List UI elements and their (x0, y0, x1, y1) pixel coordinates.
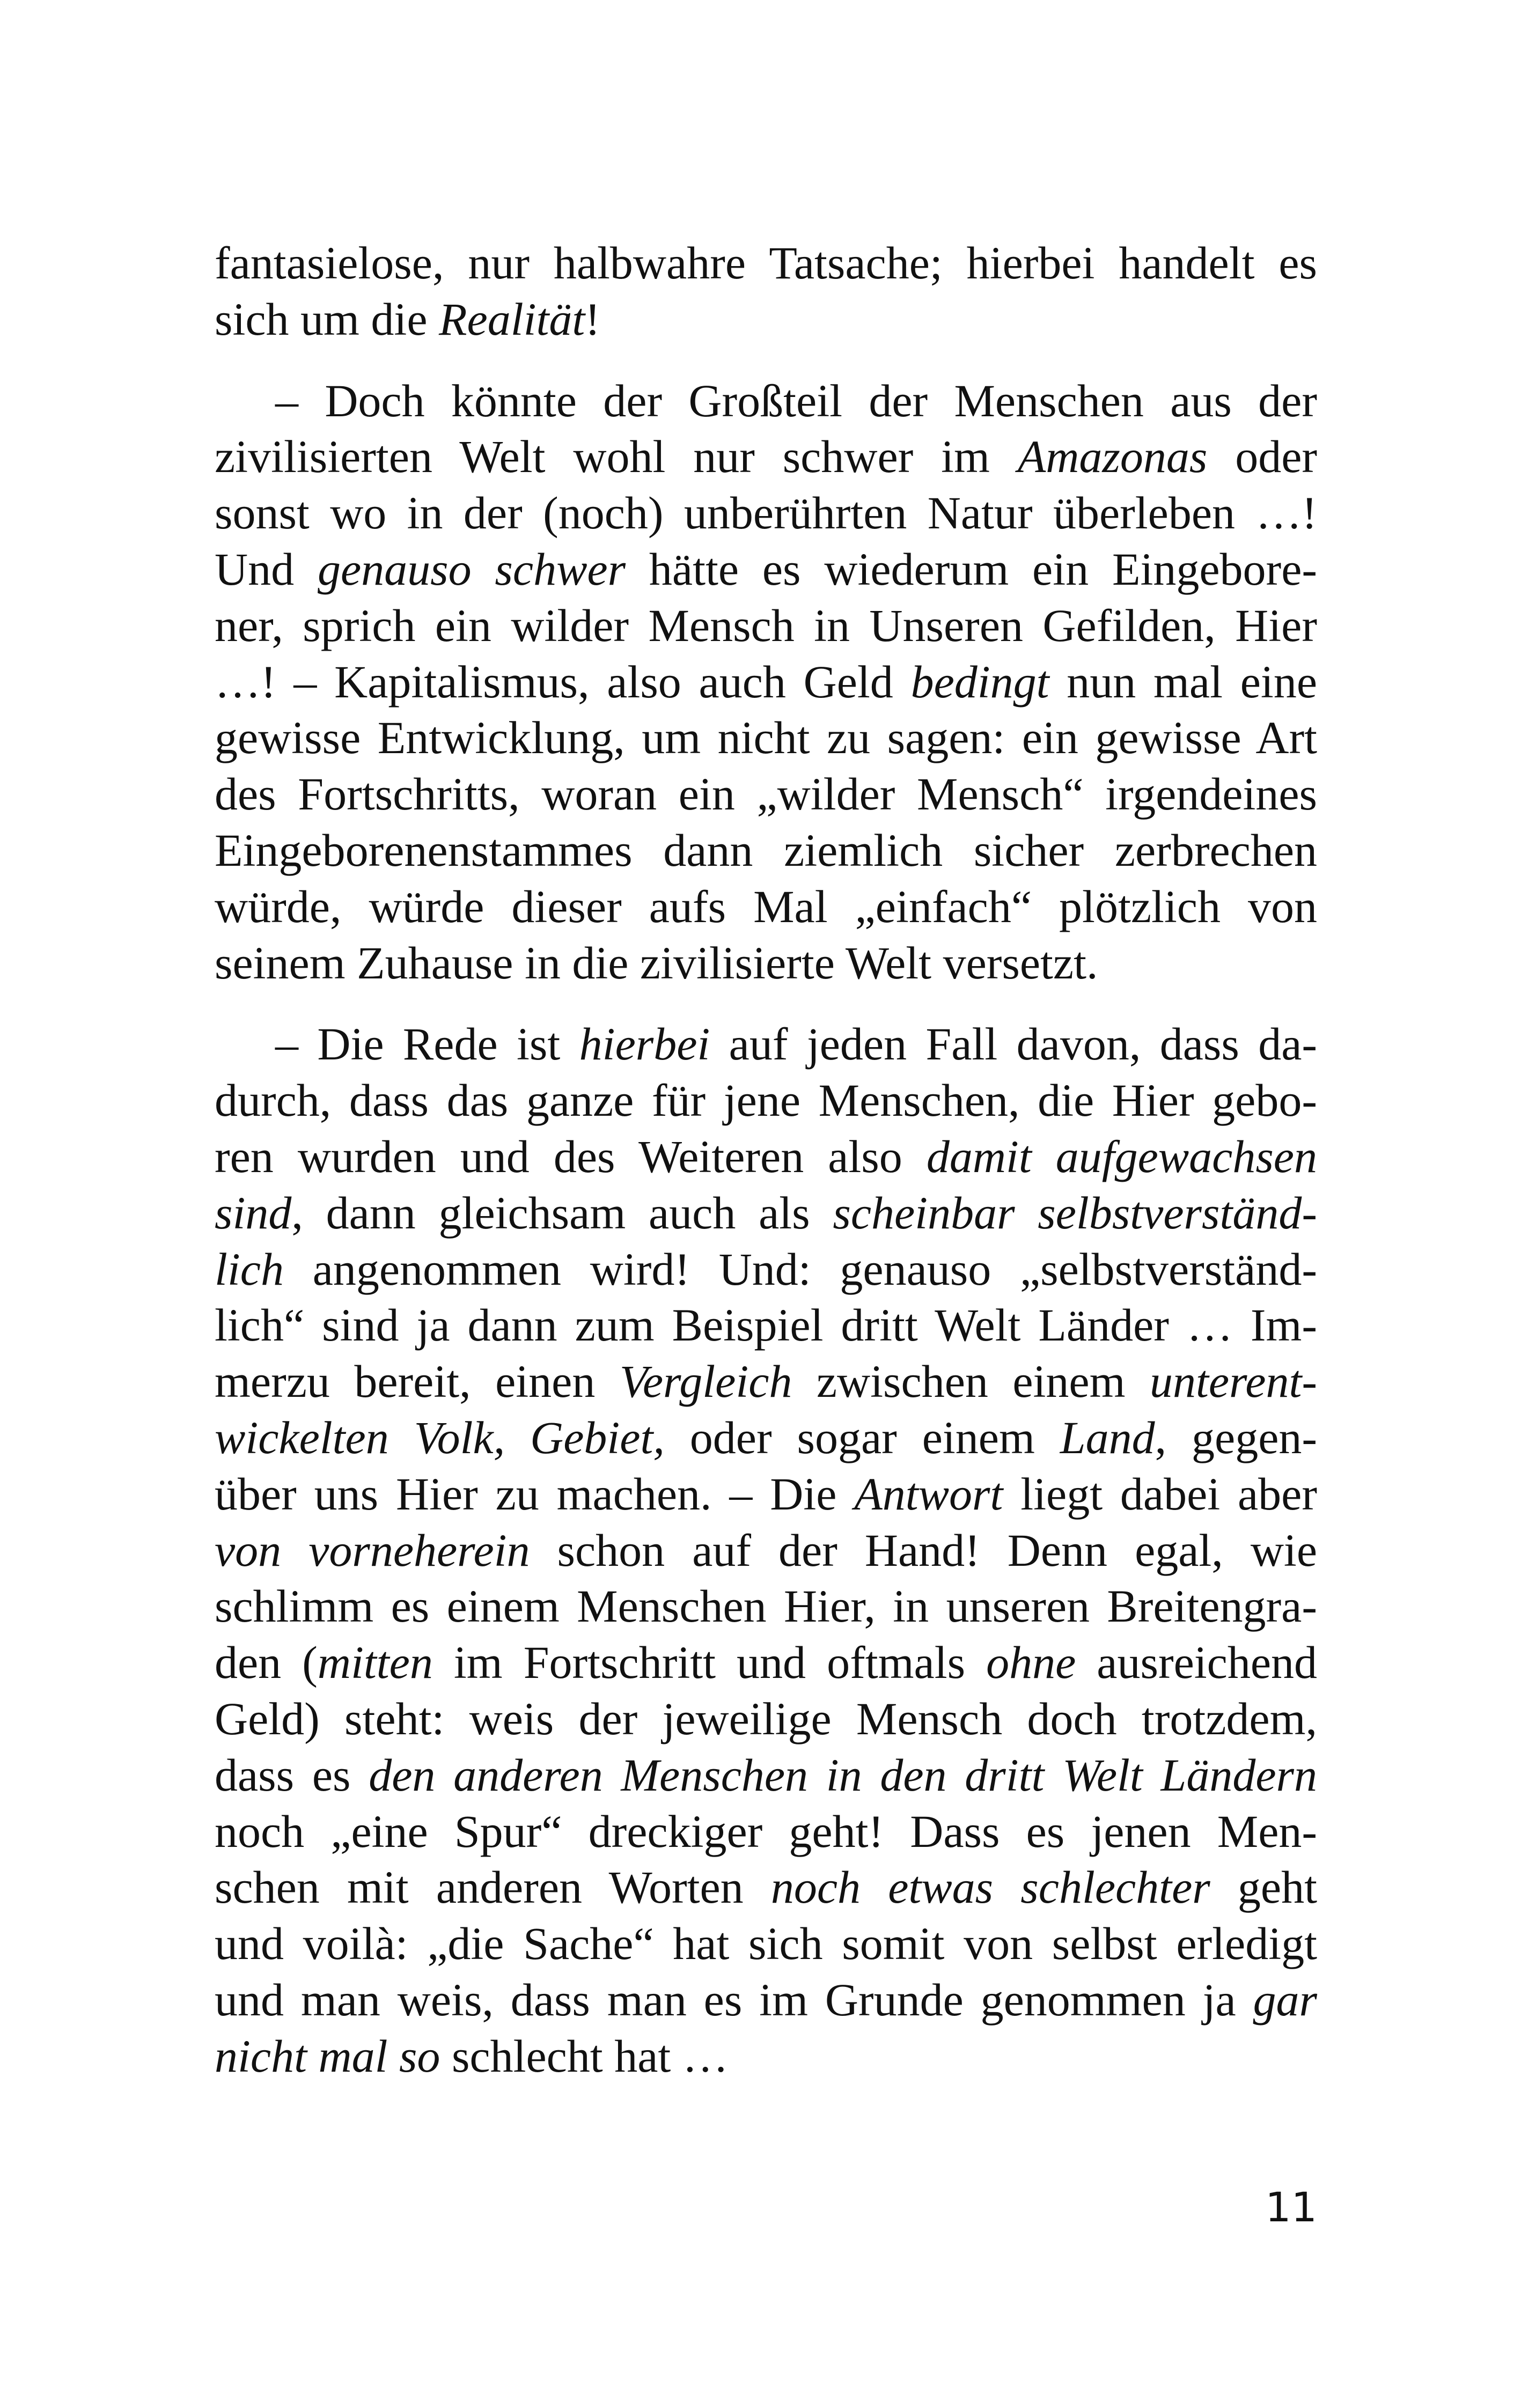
text-run: gewisse Entwicklung, um nicht zu sagen: ein gewisse Art (215, 712, 1317, 764)
text-run: , dann gleichsam auch als (291, 1187, 833, 1239)
text-line (215, 654, 1317, 710)
italic-text: den anderen Menschen in den dritt Welt Ländern (369, 1749, 1317, 1801)
paragraph (215, 1016, 1317, 2084)
italic-text: unterent- (1149, 1356, 1317, 1408)
text-line (215, 1241, 1317, 1298)
text-line (215, 1410, 1317, 1466)
text-line (215, 1016, 1317, 1072)
text-run: lich“ sind ja dann zum Beispiel dritt Welt Länder … Im- (215, 1299, 1317, 1351)
text-line (215, 822, 1317, 879)
italic-text: noch etwas schlechter (770, 1861, 1210, 1913)
text-line (215, 429, 1317, 485)
text-line (215, 598, 1317, 654)
text-line (215, 1129, 1317, 1185)
text-run: Und (215, 543, 318, 595)
text-line (215, 1916, 1317, 1972)
text-line (215, 485, 1317, 541)
text-line (215, 1859, 1317, 1916)
italic-text: damit aufgewachsen (926, 1130, 1317, 1182)
italic-text: hierbei (579, 1018, 710, 1070)
text-line (215, 541, 1317, 598)
italic-text: genauso schwer (317, 543, 626, 595)
text-line (215, 1747, 1317, 1803)
text-run: seinem Zuhause in die zivilisierte Welt versetzt. (215, 937, 1098, 989)
text-line (215, 1072, 1317, 1129)
text-run: fantasielose, nur halbwahre Tatsache; hierbei handelt es (215, 237, 1317, 289)
text-line (215, 235, 1317, 291)
text-line (215, 1353, 1317, 1410)
text-run: noch „eine Spur“ dreckiger geht! Dass es jenen Men- (215, 1805, 1317, 1857)
text-line (215, 1803, 1317, 1860)
italic-text: mitten (317, 1637, 433, 1689)
text-line (215, 766, 1317, 822)
italic-text: Vergleich (619, 1356, 792, 1408)
text-run: Eingeborenenstammes dann ziemlich sicher zerbrechen (215, 824, 1317, 876)
text-run: des Fortschritts, woran ein „wilder Mensch“ irgendeines (215, 768, 1317, 820)
text-run: ausreichend (1076, 1637, 1317, 1689)
text-run: angenommen wird! Und: genauso „selbstverständ- (283, 1243, 1317, 1295)
italic-text: scheinbar selbstverständ- (833, 1187, 1317, 1239)
text-run: schon auf der Hand! Denn egal, wie (530, 1524, 1317, 1576)
text-run: würde, würde dieser aufs Mal „einfach“ plötzlich von (215, 880, 1317, 932)
italic-text: wickelten Volk, Gebiet, (215, 1411, 665, 1463)
page-number: 11 (1265, 2183, 1317, 2231)
text-line (215, 1466, 1317, 1522)
text-line (215, 291, 1317, 348)
text-run: über uns Hier zu machen. – Die (215, 1468, 855, 1520)
text-run: Geld) steht: weis der jeweilige Mensch doch trotzdem, (215, 1692, 1317, 1744)
text-run: oder sogar einem (664, 1411, 1060, 1463)
text-line (215, 373, 1317, 429)
text-run: durch, dass das ganze für jene Menschen, die Hier gebo- (215, 1074, 1317, 1126)
text-run: – Doch könnte der Großteil der Menschen aus der (275, 374, 1317, 426)
text-run: – Die Rede ist (275, 1018, 579, 1070)
text-line (215, 1522, 1317, 1579)
text-line (215, 1578, 1317, 1634)
text-line (215, 1634, 1317, 1691)
text-run: den ( (215, 1637, 318, 1689)
text-line (215, 2028, 1317, 2085)
text-line (215, 1297, 1317, 1353)
text-run: schlimm es einem Menschen Hier, in unseren Breitengra- (215, 1580, 1317, 1632)
italic-text: von vorneherein (215, 1524, 530, 1576)
text-run: geht (1210, 1861, 1317, 1913)
italic-text: nicht mal so (215, 2030, 440, 2082)
italic-text: Antwort (854, 1468, 1003, 1520)
text-run: sich um die (215, 293, 439, 345)
text-run: oder (1207, 431, 1318, 483)
italic-text: bedingt (910, 656, 1049, 708)
paragraph (215, 373, 1317, 991)
text-run: zivilisierten Welt wohl nur schwer im (215, 431, 1018, 483)
paragraph (215, 235, 1317, 348)
text-line (215, 1185, 1317, 1241)
text-run: und voilà: „die Sache“ hat sich somit von selbst erledigt (215, 1918, 1317, 1970)
italic-text: Realität (439, 293, 585, 345)
text-run: im Fortschritt und oftmals (432, 1637, 987, 1689)
body-text (215, 235, 1317, 2085)
italic-text: Amazonas (1017, 431, 1208, 483)
text-line (215, 879, 1317, 935)
text-run: zwischen einem (792, 1356, 1150, 1408)
text-run: ! (585, 293, 600, 345)
italic-text: Land (1060, 1411, 1155, 1463)
text-run: liegt dabei aber (1003, 1468, 1317, 1520)
italic-text: sind (215, 1187, 292, 1239)
text-run: merzu bereit, einen (215, 1356, 620, 1408)
italic-text: lich (215, 1243, 284, 1295)
italic-text: gar (1253, 1973, 1317, 2026)
italic-text: ohne (986, 1637, 1076, 1689)
text-run: …! – Kapitalismus, also auch Geld (215, 656, 911, 708)
text-run: hätte es wiederum ein Eingebore- (626, 543, 1318, 595)
text-run: dass es (215, 1749, 369, 1801)
text-line (215, 710, 1317, 766)
text-run: nun mal eine (1049, 656, 1317, 708)
text-line (215, 1691, 1317, 1747)
text-line (215, 935, 1317, 991)
text-run: ren wurden und des Weiteren also (215, 1130, 927, 1182)
text-run: schlecht hat … (440, 2030, 729, 2082)
text-run: schen mit anderen Worten (215, 1861, 771, 1913)
text-line (215, 1972, 1317, 2028)
text-run: und man weis, dass man es im Grunde genommen ja (215, 1973, 1253, 2026)
text-run: , gegen- (1155, 1411, 1318, 1463)
text-run: auf jeden Fall davon, dass da- (710, 1018, 1317, 1070)
text-run: ner, sprich ein wilder Mensch in Unseren Gefilden, Hier (215, 599, 1317, 651)
text-run: sonst wo in der (noch) unberührten Natur überleben …! (215, 487, 1317, 539)
